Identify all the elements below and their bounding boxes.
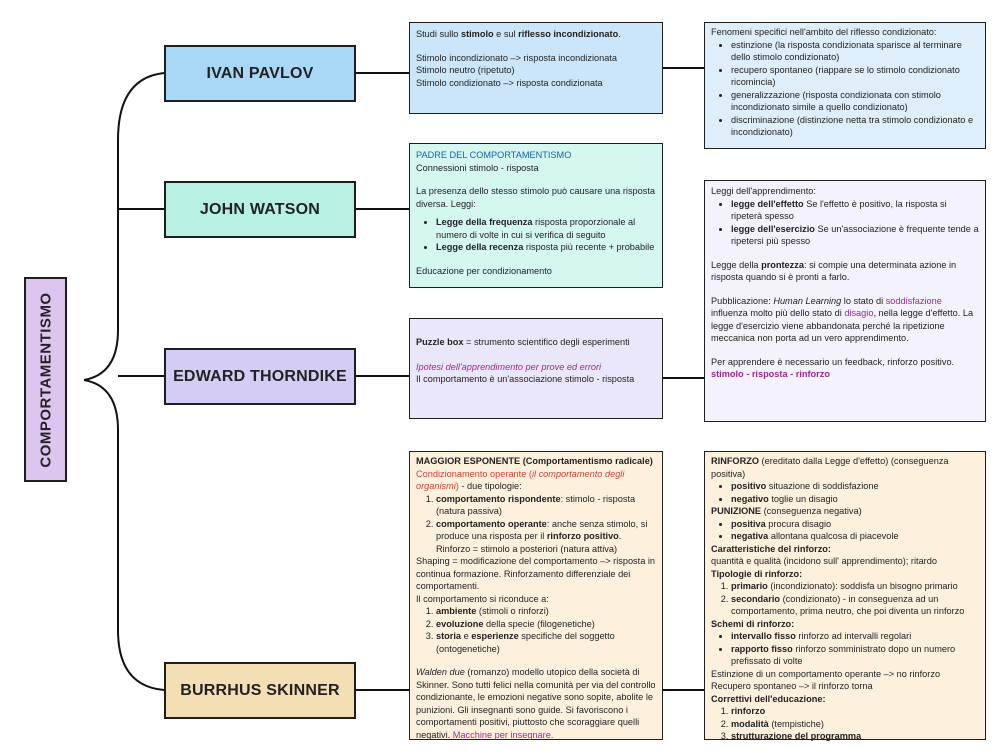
text: evoluzione: [436, 618, 484, 629]
text: comportamento operante: [436, 518, 547, 529]
text: toglie un disagio: [768, 493, 838, 504]
learning-laws: [704, 180, 986, 422]
rinforzo-list: [711, 480, 979, 505]
recupero-line: Recupero spontaneo –> il rinforzo torna: [711, 681, 873, 692]
schemi-title: [711, 618, 979, 631]
watson-notes: [409, 143, 663, 288]
text: (incondizionato): soddisfa un bisogno primario: [767, 581, 958, 592]
pavlov-phenomena: [704, 22, 986, 149]
list-item: [436, 618, 656, 631]
text: e sul: [493, 29, 519, 39]
list-item: • discriminazione (distinzione netta tra stimolo condizionato e incondizionato): [731, 114, 979, 139]
riconduce-line: Il comportamento si riconduce a:: [416, 593, 549, 604]
caratteristiche-title: [711, 543, 979, 556]
text: soddisfazione: [885, 295, 942, 306]
laws-list: [711, 198, 979, 248]
tipologie-title: [711, 568, 979, 581]
assoc-line: Il comportamento è un'associazione stimolo - risposta: [416, 374, 635, 385]
pavlov-intro: [416, 28, 656, 41]
text: - due tipologie:: [458, 481, 522, 492]
text: negativa: [731, 531, 769, 542]
text: legge dell'effetto: [731, 198, 804, 209]
thorndike-notes: [409, 318, 663, 419]
text: influenza molto più dello stato di: [711, 308, 845, 319]
skinner-title: [416, 455, 656, 468]
text: strutturazione del programma: [731, 731, 862, 742]
text: secondario: [731, 593, 781, 604]
text: Condizionamento operante (: [416, 468, 532, 479]
phenomena-intro: Fenomeni specifici nell'ambito del riflesso condizionato:: [711, 27, 937, 37]
puzzle-box-line: [416, 336, 656, 349]
text: rinforzo ad intervalli regolari: [795, 631, 912, 642]
node-burrhus-skinner: [164, 662, 356, 719]
text: rapporto fisso: [731, 643, 793, 654]
text: : stimolo - risposta (natura passiva): [436, 493, 636, 517]
node-label: IVAN PAVLOV: [206, 64, 314, 82]
text: rinforzo somministrato dopo un numero prefissato di volte: [731, 643, 956, 667]
pavlov-line: Stimolo incondizionato –> risposta incondizionata: [416, 52, 617, 63]
text: : si compie una determinata azione in risposta quando si è pronti a farlo.: [711, 259, 957, 283]
text: storia: [436, 631, 462, 642]
text: (ereditato dalla Legge d'effetto) (conseguenza positiva): [711, 456, 949, 479]
node-john-watson: [164, 181, 356, 238]
text: Schemi di rinforzo:: [711, 618, 795, 629]
text: RINFORZO: [711, 456, 759, 466]
text: procura disagio: [765, 518, 832, 529]
text: Walden due: [416, 667, 465, 678]
text: risposta proporzionale al numero di volte in cui si verifica di seguito: [436, 217, 636, 240]
list-item: [731, 223, 979, 248]
list-item: [436, 605, 656, 618]
text: prontezza: [761, 259, 804, 270]
text: rinforzo positivo: [546, 531, 619, 542]
text: Legge della frequenza: [436, 217, 533, 228]
laws-intro: Leggi dell'apprendimento:: [711, 186, 816, 196]
phenomena-list: [711, 39, 979, 139]
list-item: [731, 530, 979, 543]
srr-line: [711, 368, 979, 381]
text: lo stato di: [841, 295, 886, 306]
text: Pubblicazione:: [711, 295, 774, 306]
text: Human Learning: [773, 295, 842, 306]
text: Correttivi dell'educazione:: [711, 693, 826, 704]
text: PUNIZIONE: [711, 506, 762, 517]
text: e: [461, 631, 472, 642]
watson-footer: Educazione per condizionamento: [416, 265, 552, 276]
list-item: [731, 580, 979, 593]
estinzione-line: Estinzione di un comportamento operante –> no rinforzo: [711, 668, 941, 679]
text: ): [455, 481, 459, 492]
text: . Rinforzo = stimolo a posteriori (natura attiva): [436, 531, 622, 554]
tipologie-list: [711, 580, 979, 618]
publication-line: [711, 295, 979, 345]
node-label: EDWARD THORNDIKE: [173, 367, 347, 385]
text: MAGGIOR ESPONENTE (Comportamentismo radicale): [416, 456, 653, 466]
watson-title: PADRE DEL COMPORTAMENTISMO: [416, 150, 572, 160]
text: risposta più recente + probabile: [523, 242, 655, 253]
behavior-types: [416, 493, 656, 556]
root-bracket-bottom: [84, 380, 164, 690]
text: (romanzo) modello utopico della società di Skinner. Sono tutti felici nella comunità per via del controllo condizionante, le emozioni negative sono sopite, abolite le punizioni. Gli insegnanti sono guide. Si favoriscono i comportamenti positivi, piuttosto che scoraggiare quelli negativi.: [416, 667, 656, 740]
skinner-notes: [409, 451, 663, 740]
root-label: COMPORTAMENTISMO: [37, 291, 54, 468]
schemi-list: [711, 630, 979, 668]
text: ambiente: [436, 606, 477, 617]
text: comportamento rispondente: [436, 493, 561, 504]
text: positiva: [731, 518, 766, 529]
list-item: [436, 630, 656, 655]
punizione-list: [711, 518, 979, 543]
text: disagio: [844, 308, 874, 319]
watson-para: La presenza dello stesso stimolo può causare una risposta diversa. Leggi:: [416, 186, 656, 209]
node-label: JOHN WATSON: [199, 200, 321, 218]
text: della specie (filogenetiche): [483, 618, 595, 629]
list-item: [731, 518, 979, 531]
text: primario: [731, 581, 768, 592]
text: Ipotesi dell'apprendimento per prove ed errori: [416, 361, 602, 372]
list-item: • generalizzazione (risposta condizionata con stimolo incondizionato simile a quello condizionato): [731, 89, 979, 114]
list-item: [436, 216, 656, 241]
text: , nella legge d'effetto. La legge d'esercizio viene abbandonata perché la ripetizione meccanica non porta ad un vero apprendimento.: [711, 308, 974, 344]
text: Macchine per insegnare.: [452, 729, 554, 740]
text: allontana qualcosa di piacevole: [768, 531, 899, 542]
pavlov-notes: [409, 22, 663, 114]
text: Studi sullo: [416, 29, 461, 39]
list-item: [436, 493, 656, 518]
skinner-reinforcement: [704, 451, 986, 740]
correttivi-list: [711, 705, 979, 743]
watson-sub: Connessioni stimolo - risposta: [416, 162, 539, 173]
text: specifiche del soggetto (ontogenetiche): [436, 631, 615, 654]
list-item: [731, 718, 979, 731]
root-node: [24, 277, 67, 482]
text: il comportamento degli organismi: [416, 468, 625, 492]
list-item: [731, 493, 979, 506]
pavlov-line: Stimolo neutro (ripetuto): [416, 65, 515, 76]
node-label: BURRHUS SKINNER: [180, 681, 340, 699]
punizione-line: [711, 505, 979, 518]
condizionamento-line: [416, 468, 656, 493]
node-edward-thorndike: [164, 348, 356, 405]
text: Legge della recenza: [436, 242, 524, 253]
root-bracket: [84, 73, 164, 380]
text: situazione di soddisfazione: [766, 481, 879, 492]
text: legge dell'esercizio: [731, 223, 815, 234]
text: Se l'effetto è positivo, la risposta si ripeterà spesso: [731, 198, 947, 222]
factors-list: [416, 605, 656, 655]
text: esperienze: [471, 631, 519, 642]
text: Puzzle box: [416, 337, 464, 347]
text: Caratteristiche del rinforzo:: [711, 543, 831, 554]
text: Tipologie di rinforzo:: [711, 568, 803, 579]
rinforzo-line: [711, 455, 979, 480]
list-item: • estinzione (la risposta condizionata sparisce al terminare dello stimolo condizionato): [731, 39, 979, 64]
text: stimolo - risposta - rinforzo: [711, 369, 830, 380]
text: Se un'associazione è frequente tende a ripetersi più spesso: [731, 223, 979, 247]
text: .: [618, 29, 621, 39]
list-item: [731, 593, 979, 618]
text: rinforzo: [731, 706, 766, 717]
shaping-line: Shaping = modificazione del comportamento –> risposta in continua formazione. Rinforzamento differenziale dei comportamenti.: [416, 556, 656, 592]
text: (condizionato) - in conseguenza ad un comportamento, prima neutro, che poi diventa un rinforzo: [731, 593, 965, 617]
correttivi-title: [711, 693, 979, 706]
prontezza-line: [711, 259, 979, 284]
list-item: [731, 630, 979, 643]
list-item: [731, 643, 979, 668]
walden-line: [416, 666, 656, 741]
text: riflesso incondizionato: [518, 29, 619, 39]
caratteristiche-text: quantità e qualità (incidono sull' apprendimento); ritardo: [711, 556, 937, 567]
list-item: [731, 480, 979, 493]
text: (stimoli o rinforzi): [476, 606, 549, 617]
text: stimolo: [460, 29, 494, 39]
text: (tempistiche): [768, 718, 824, 729]
watson-laws: [416, 216, 656, 254]
list-item: [731, 705, 979, 718]
pavlov-line: Stimolo condizionato –> risposta condizionata: [416, 77, 603, 88]
text: : anche senza stimolo, si produce una risposta per il: [436, 518, 648, 542]
list-item: [436, 518, 656, 556]
text: (conseguenza negativa): [761, 506, 862, 517]
text: negativo: [731, 493, 769, 504]
text: intervallo fisso: [731, 631, 796, 642]
list-item: • recupero spontaneo (riappare se lo stimolo condizionato ricomincia): [731, 64, 979, 89]
list-item: [731, 730, 979, 743]
list-item: [731, 198, 979, 223]
ipotesi-line: [416, 361, 656, 374]
list-item: [436, 241, 656, 254]
text: modalità: [731, 718, 769, 729]
text: = strumento scientifico degli esperimenti: [463, 337, 630, 347]
node-ivan-pavlov: [164, 45, 356, 102]
feedback-line: Per apprendere è necessario un feedback, rinforzo positivo.: [711, 356, 955, 367]
text: positivo: [731, 481, 767, 492]
text: Legge della: [711, 259, 762, 270]
